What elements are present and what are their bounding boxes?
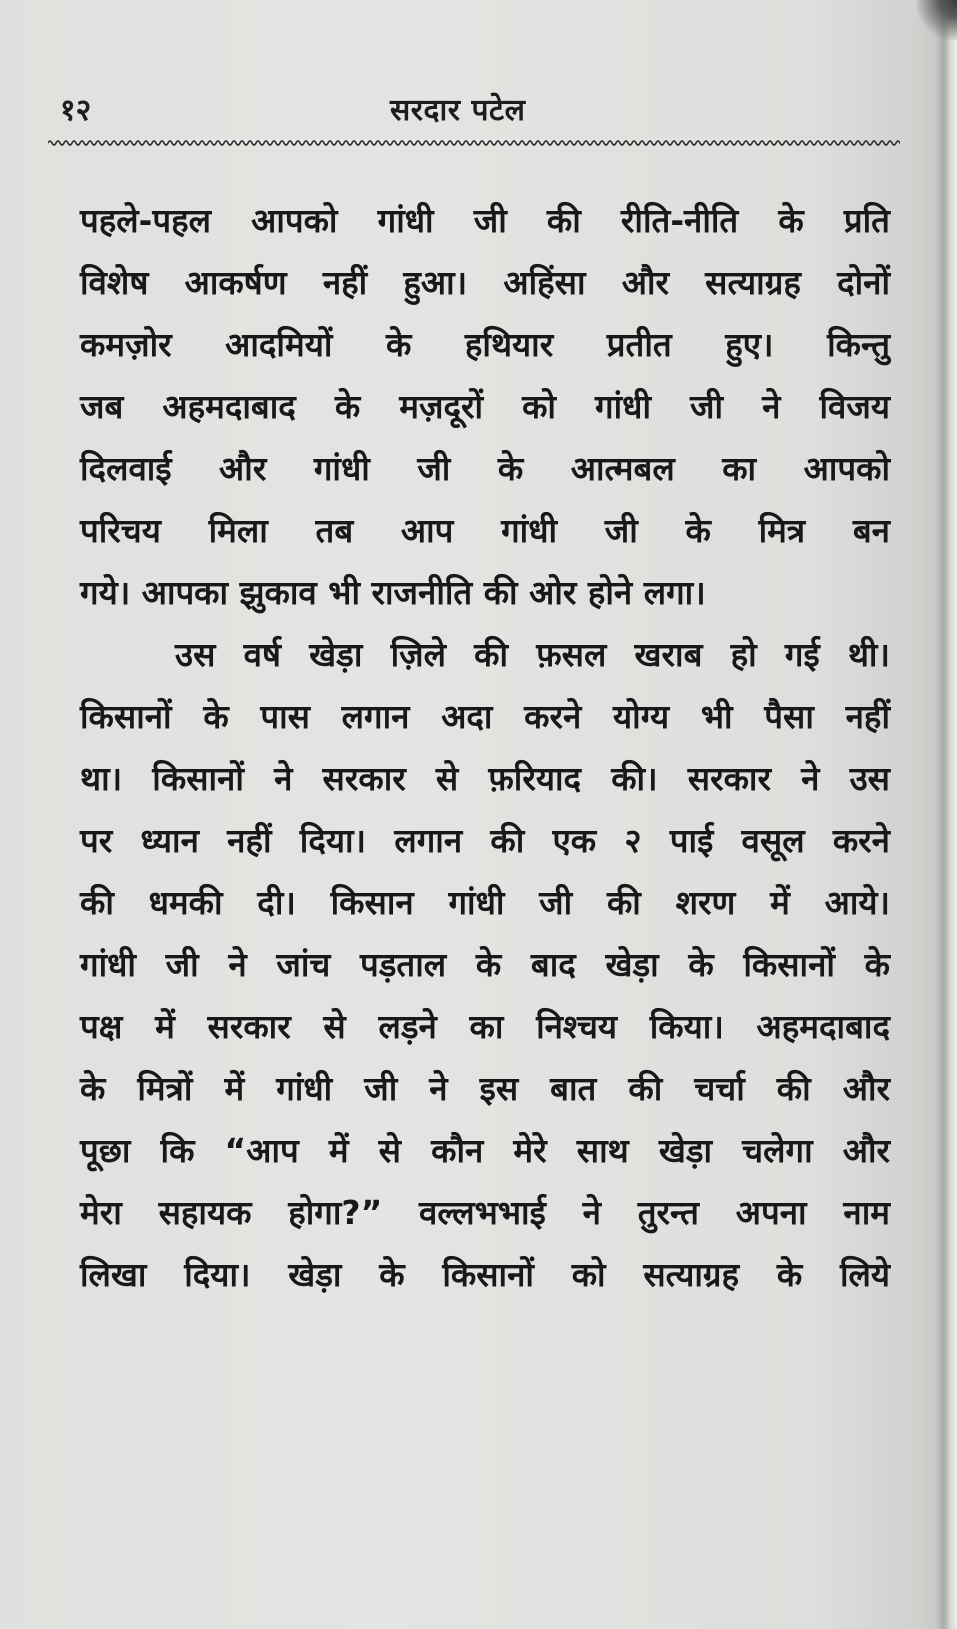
text-line: गांधी जी ने जांच पड़ताल के बाद खेड़ा के किसानों के — [80, 945, 890, 984]
text-line: विशेष आकर्षण नहीं हुआ। अहिंसा और सत्याग्रह दोनों — [80, 263, 890, 302]
text-line: था। किसानों ने सरकार से फ़रियाद की। सरकार ने उस — [80, 759, 890, 798]
page-number: १२ — [60, 93, 92, 128]
text-line: पर ध्यान नहीं दिया। लगान की एक २ पाई वसूल करने — [80, 821, 890, 860]
text-line: किसानों के पास लगान अदा करने योग्य भी पैसा नहीं — [80, 697, 890, 736]
paragraph-start-line: उस वर्ष खेड़ा ज़िले की फ़सल खराब हो गई थी। — [175, 635, 890, 674]
text-line: पूछा कि “आप में से कौन मेरे साथ खेड़ा चलेगा और — [80, 1131, 890, 1170]
text-line: गये। आपका झुकाव भी राजनीति की ओर होने लगा। — [80, 573, 706, 612]
running-title: सरदार पटेल — [390, 93, 526, 128]
text-line: की धमकी दी। किसान गांधी जी की शरण में आये। — [80, 883, 890, 922]
text-line: दिलवाई और गांधी जी के आत्मबल का आपको — [80, 449, 890, 488]
wavy-header-rule — [48, 138, 900, 148]
body-text — [80, 190, 890, 1306]
text-line: जब अहमदाबाद के मज़दूरों को गांधी जी ने विजय — [80, 387, 890, 426]
text-line: के मित्रों में गांधी जी ने इस बात की चर्चा की और — [80, 1069, 890, 1108]
text-line: पहले-पहल आपको गांधी जी की रीति-नीति के प्रति — [80, 201, 890, 240]
corner-shadow — [917, 0, 957, 40]
text-line: मेरा सहायक होगा?” वल्लभभाई ने तुरन्त अपना नाम — [80, 1193, 890, 1232]
text-line: लिखा दिया। खेड़ा के किसानों को सत्याग्रह के लिये — [80, 1255, 890, 1294]
text-line: परिचय मिला तब आप गांधी जी के मित्र बन — [80, 511, 890, 550]
page-header — [60, 82, 905, 132]
text-line: कमज़ोर आदमियों के हथियार प्रतीत हुए। किन्तु — [80, 325, 890, 364]
text-line: पक्ष में सरकार से लड़ने का निश्चय किया। अहमदाबाद — [80, 1007, 890, 1046]
page-binding-edge — [935, 0, 957, 1629]
